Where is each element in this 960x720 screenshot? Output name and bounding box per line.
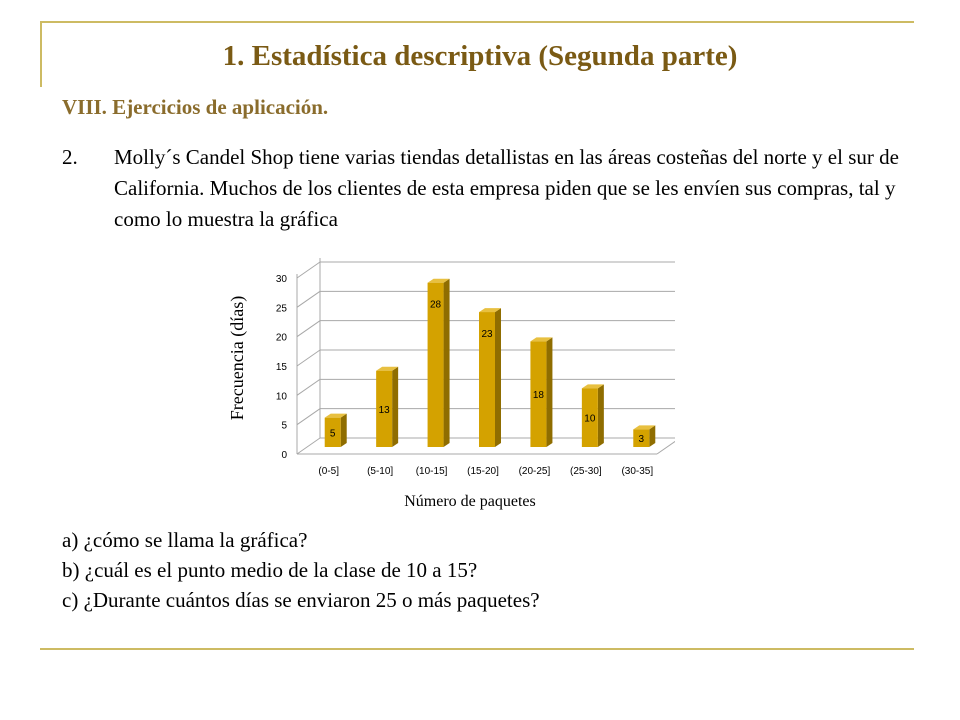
y-tick-label: 15 [275,362,287,373]
bar-side [495,308,501,447]
x-tick-label: (25-30] [570,466,602,477]
floor-right-depth [657,438,675,454]
y-tick-label: 5 [281,420,287,432]
bar-side [341,414,347,447]
gridline-depth [297,409,320,425]
page-title: 1. Estadística descriptiva (Segunda parte) [222,40,738,72]
problem-number: 2. [62,145,78,169]
y-tick-label: 30 [275,274,287,285]
frequency-chart [215,250,675,515]
data-label: 10 [584,413,596,425]
y-tick-label: 20 [275,332,287,344]
bar-0 [325,414,347,447]
bar-side [392,367,398,447]
data-label: 23 [481,329,493,341]
problem-text: Molly´s Candel Shop tiene varias tiendas detallistas en las áreas costeñas del norte y el sur de California. Muchos de los clientes de esta empresa piden que se les envíen sus compras, tal y como lo muestra la gráfica [114,145,899,231]
gridline-depth [297,262,320,278]
y-tick-label: 25 [275,303,287,315]
bar-side [546,337,552,447]
question-list [62,525,540,615]
x-tick-label: (30-35] [621,466,654,477]
bar-side [444,279,450,447]
bar-5 [582,384,604,447]
bar-side [598,384,604,447]
question-c: c) ¿Durante cuántos días se enviaron 25 o más paquetes? [62,588,540,612]
x-tick-label: (5-10] [367,466,394,477]
data-label: 5 [329,428,336,440]
bar-3 [479,308,501,447]
bar-6 [633,425,655,447]
section-heading: VIII. Ejercicios de aplicación. [62,95,329,119]
question-b: b) ¿cuál es el punto medio de la clase de 10 a 15? [62,558,478,582]
data-label: 18 [532,390,544,402]
problem-statement [62,142,922,235]
bar-2 [428,279,450,447]
frame-bottom-line [40,648,914,650]
gridline-depth [297,291,320,307]
x-axis-title: Número de paquetes [404,493,536,510]
data-label: 13 [378,404,390,416]
gridline-depth [297,321,320,337]
data-label: 28 [430,299,442,311]
gridline-depth [297,379,320,395]
floor-depth-line [297,438,320,454]
gridline-depth [297,350,320,366]
y-axis-title: Frecuencia (días) [227,295,247,421]
chart-bars [325,279,656,447]
x-axis-ticks [318,466,653,477]
question-a: a) ¿cómo se llama la gráfica? [62,528,308,552]
x-tick-label: (20-25] [518,466,551,477]
y-axis-ticks [276,274,288,461]
x-tick-label: (0-5] [318,466,339,477]
bar-1 [376,367,398,447]
bar-4 [530,337,552,447]
x-tick-label: (10-15] [415,466,448,477]
y-tick-label: 10 [275,391,287,403]
frame-top-line [40,21,914,23]
y-tick-label: 0 [281,450,287,461]
data-label: 3 [638,434,645,446]
x-tick-label: (15-20] [467,466,499,477]
